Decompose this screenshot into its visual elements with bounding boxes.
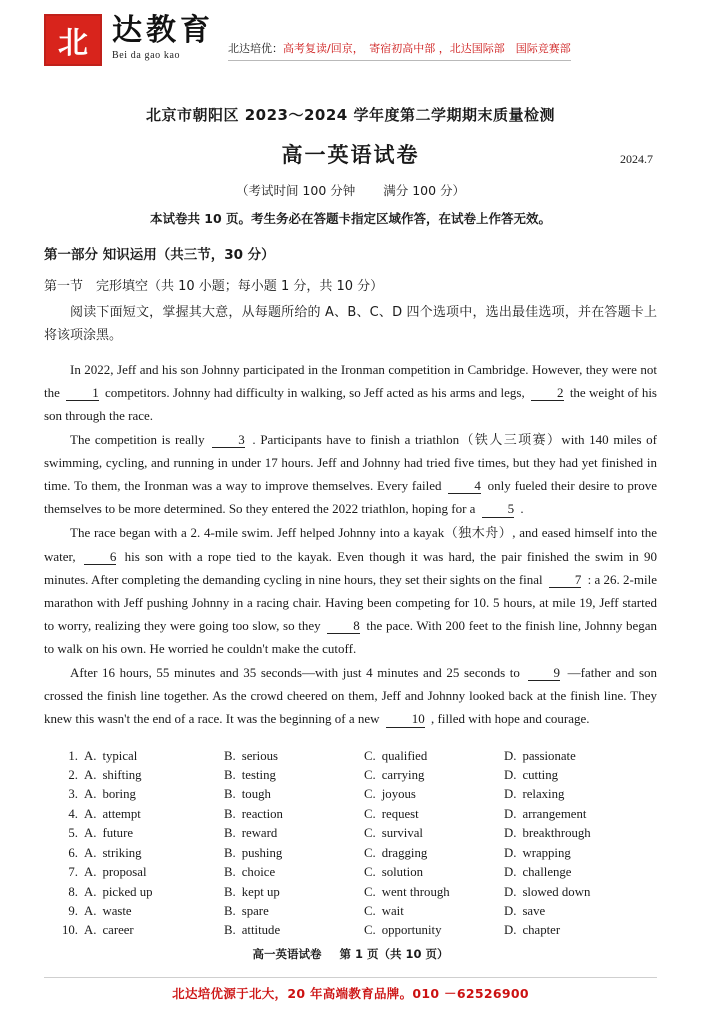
- option-d[interactable]: [504, 824, 644, 843]
- option-c[interactable]: [364, 863, 504, 882]
- header-tagline: [228, 14, 571, 61]
- option-a[interactable]: [84, 863, 224, 882]
- passage-text: the weight of his son through the race.: [44, 384, 657, 423]
- option-a-label: A.: [84, 806, 97, 821]
- option-a-text: waste: [102, 904, 132, 918]
- option-b[interactable]: [224, 824, 364, 843]
- option-a-text: proposal: [102, 865, 147, 880]
- option-d-text: breakthrough: [522, 826, 591, 841]
- option-b[interactable]: [224, 902, 364, 921]
- cloze-blank-4: 4: [448, 479, 481, 494]
- cloze-blank-8: 8: [327, 619, 360, 634]
- passage-text: the pace. With 200 feet to the finish line, Johnny began to walk on his own. He worried he couldn't make the cutoff.: [44, 617, 658, 656]
- option-a-label: A.: [84, 845, 97, 860]
- option-b-label: B.: [224, 845, 236, 860]
- option-a-label: A.: [84, 767, 97, 782]
- question-options-list: [44, 747, 657, 941]
- option-a-label: A.: [84, 748, 97, 763]
- cloze-blank-10: 10: [386, 712, 425, 727]
- option-c[interactable]: [364, 921, 504, 940]
- option-d[interactable]: [504, 844, 644, 863]
- exam-date: 2024.7: [620, 152, 653, 166]
- option-b-label: B.: [224, 787, 236, 802]
- option-d-text: cutting: [522, 767, 558, 782]
- question-number: 2.: [68, 767, 78, 782]
- exam-duration: （考试时间 100 分钟: [235, 183, 356, 198]
- option-d[interactable]: [504, 785, 644, 804]
- option-d-label: D.: [504, 904, 517, 918]
- question-number: 6.: [68, 845, 78, 860]
- option-d-label: D.: [504, 884, 517, 899]
- cloze-blank-2: 2: [531, 386, 564, 401]
- option-b-text: testing: [241, 767, 276, 782]
- option-a-label: A.: [84, 787, 97, 802]
- option-c-label: C.: [364, 748, 376, 763]
- passage-paragraph: [44, 428, 657, 521]
- brand-name-en: Bei da gao kao: [112, 50, 181, 61]
- passage-text: : a 26. 2-mile marathon with Jeff pushing Johnny in a racing chair. Having been competing for 10. 5 hours, at mile 19, Jeff started to worry, realizing they were going too slow, so they: [44, 571, 657, 633]
- cloze-blank-1: 1: [66, 386, 99, 401]
- option-c-text: survival: [381, 826, 423, 841]
- passage-paragraph: [44, 358, 657, 427]
- option-c-label: C.: [364, 923, 376, 938]
- option-b[interactable]: [224, 805, 364, 824]
- option-c[interactable]: [364, 844, 504, 863]
- cloze-blank-3: 3: [212, 433, 245, 448]
- option-b[interactable]: [224, 863, 364, 882]
- option-a-text: striking: [102, 845, 142, 860]
- question-row: [44, 902, 657, 921]
- option-c[interactable]: [364, 902, 504, 921]
- option-c-text: joyous: [381, 787, 416, 802]
- section-one-heading: 第一节 完形填空（共 10 小题；每小题 1 分，共 10 分）: [44, 279, 384, 294]
- option-d-text: wrapping: [522, 845, 571, 860]
- question-row: [44, 863, 657, 882]
- question-number: 9.: [68, 904, 78, 918]
- option-c-text: solution: [381, 865, 423, 880]
- option-d[interactable]: [504, 902, 644, 921]
- option-a-text: shifting: [102, 767, 142, 782]
- option-a-label: A.: [84, 826, 97, 841]
- option-a[interactable]: [84, 921, 224, 940]
- option-c-label: C.: [364, 787, 376, 802]
- page-footer: [0, 946, 701, 962]
- option-c[interactable]: [364, 766, 504, 785]
- question-row: [44, 766, 657, 785]
- option-b-text: reaction: [241, 806, 283, 821]
- option-d-label: D.: [504, 826, 517, 841]
- option-c-text: request: [381, 806, 419, 821]
- option-a[interactable]: [84, 883, 224, 902]
- passage-text: , filled with hope and courage.: [427, 711, 590, 727]
- option-a-text: picked up: [102, 884, 153, 899]
- page-title: 北京市朝阳区 2023～2024 学年度第二学期期末质量检测: [146, 106, 555, 124]
- option-c[interactable]: [364, 785, 504, 804]
- passage-paragraph: [44, 661, 657, 730]
- option-b-text: pushing: [241, 845, 283, 860]
- option-a-text: boring: [102, 787, 136, 802]
- question-row: [44, 747, 657, 766]
- question-row: [44, 785, 657, 804]
- option-b-text: kept up: [241, 884, 280, 899]
- option-a-text: attempt: [102, 806, 141, 821]
- option-d-label: D.: [504, 806, 517, 821]
- option-c-label: C.: [364, 904, 376, 918]
- option-d[interactable]: [504, 805, 644, 824]
- option-d[interactable]: [504, 883, 644, 902]
- bei-da-logo-mark: 北: [44, 14, 102, 66]
- option-c[interactable]: [364, 883, 504, 902]
- exam-meta: [44, 181, 657, 199]
- header-banner: [44, 0, 657, 78]
- option-c-text: dragging: [381, 845, 428, 860]
- question-row: [44, 844, 657, 863]
- footer-page-number: 第 1 页（共 10 页）: [339, 947, 449, 961]
- option-b[interactable]: [224, 766, 364, 785]
- option-c-label: C.: [364, 806, 376, 821]
- option-d-text: slowed down: [522, 884, 591, 899]
- question-number: 1.: [68, 748, 78, 763]
- passage-text: competitors. Johnny had difficulty in walking, so Jeff acted as his arms and legs,: [101, 384, 529, 400]
- exam-instruction-note: 本试卷共 10 页。考生务必在答题卡指定区域作答，在试卷上作答无效。: [149, 211, 552, 226]
- footer-doc-name: 高一英语试卷: [252, 947, 322, 961]
- tagline-prefix: 北达培优：: [228, 42, 283, 55]
- option-a-text: typical: [102, 748, 138, 763]
- option-a-text: career: [102, 923, 134, 938]
- exam-total-score: 满分 100 分）: [383, 183, 466, 198]
- question-number: 8.: [68, 884, 78, 899]
- option-b[interactable]: [224, 844, 364, 863]
- option-a-label: A.: [84, 865, 97, 880]
- option-c-label: C.: [364, 826, 376, 841]
- option-b-label: B.: [224, 904, 236, 918]
- question-number: 10.: [62, 923, 78, 938]
- option-d-label: D.: [504, 845, 517, 860]
- tagline-red: 高考复读/回京， 寄宿初高中部 ，北达国际部 国际竞赛部: [283, 42, 571, 55]
- option-d-text: challenge: [522, 865, 572, 880]
- option-a[interactable]: [84, 844, 224, 863]
- option-d-label: D.: [504, 748, 517, 763]
- option-b-text: reward: [241, 826, 278, 841]
- option-c[interactable]: [364, 824, 504, 843]
- option-a-label: A.: [84, 884, 97, 899]
- section-directions: 阅读下面短文，掌握其大意，从每题所给的 A、B、C、D 四个选项中，选出最佳选项，并在答题卡上将该项涂黑。: [44, 305, 657, 343]
- passage-text: After 16 hours, 55 minutes and 35 seconds—with just 4 minutes and 25 seconds to: [70, 665, 525, 681]
- option-d-label: D.: [504, 787, 517, 802]
- question-number: 3.: [68, 787, 78, 802]
- option-a[interactable]: [84, 902, 224, 921]
- question-row: [44, 805, 657, 824]
- option-c-text: opportunity: [381, 923, 442, 938]
- passage-text: .: [517, 501, 524, 517]
- brand-name: [112, 14, 214, 61]
- option-c-text: qualified: [381, 748, 428, 763]
- header-divider: [228, 60, 571, 61]
- option-b-label: B.: [224, 884, 236, 899]
- passage-text: The competition is really: [70, 431, 210, 447]
- option-c-text: wait: [381, 904, 404, 918]
- option-d-label: D.: [504, 767, 517, 782]
- cloze-blank-5: 5: [482, 502, 515, 517]
- option-c[interactable]: [364, 747, 504, 766]
- footer-divider: [44, 977, 657, 978]
- option-c-label: C.: [364, 767, 376, 782]
- option-b-label: B.: [224, 826, 236, 841]
- option-a[interactable]: [84, 766, 224, 785]
- cloze-blank-7: 7: [549, 573, 582, 588]
- question-row: [44, 921, 657, 940]
- option-d-text: passionate: [522, 748, 576, 763]
- option-d-text: arrangement: [522, 806, 587, 821]
- question-number: 4.: [68, 806, 78, 821]
- option-b-label: B.: [224, 748, 236, 763]
- passage-text: . Participants have to finish a triathlon（铁人三项赛）with 140 miles of swimming, cycling, and running in under 17 hours. Jeff and Johnny had tried five times, but they had yet finished in time. To them, the Ironman was a way to improve themselves. Every failed: [44, 431, 657, 494]
- option-c-text: carrying: [381, 767, 425, 782]
- option-d[interactable]: [504, 921, 644, 940]
- passage-text: only fueled their desire to prove themselves to be more determined. So they entered the 2022 triathlon, hoping for a: [44, 478, 657, 517]
- option-b-text: attitude: [241, 923, 281, 938]
- passage-text: his son with a rope tied to the kayak. Even though it was hard, the pair finished the swim in 90 minutes. After completing the demanding cycling in nine hours, they set their sights on the final: [44, 548, 657, 587]
- option-b[interactable]: [224, 785, 364, 804]
- cloze-passage: [44, 358, 657, 731]
- passage-paragraph: [44, 521, 657, 660]
- option-c-label: C.: [364, 865, 376, 880]
- option-c-label: C.: [364, 845, 376, 860]
- subtitle-row: [44, 139, 657, 169]
- option-b[interactable]: [224, 921, 364, 940]
- option-c-text: went through: [381, 884, 450, 899]
- question-number: 7.: [68, 865, 78, 880]
- option-b-label: B.: [224, 865, 236, 880]
- option-b-text: tough: [241, 787, 271, 802]
- passage-text: —father and son crossed the finish line together. As the crowd cheered on them, Jeff and Johnny looked back at the finish line. They knew this wasn't the end of a race. It was the beginning of a new: [44, 665, 658, 727]
- option-a-text: future: [102, 826, 134, 841]
- passage-text: In 2022, Jeff and his son Johnny participated in the Ironman competition in Cambridge. However, they were not the: [44, 361, 657, 400]
- option-b-label: B.: [224, 806, 236, 821]
- brand-name-cn: 达教育: [112, 13, 214, 48]
- option-b-text: serious: [241, 748, 279, 763]
- option-d[interactable]: [504, 766, 644, 785]
- option-b-text: choice: [241, 865, 276, 880]
- question-row: [44, 824, 657, 843]
- option-d-text: relaxing: [522, 787, 565, 802]
- option-a-label: A.: [84, 923, 97, 938]
- question-number: 5.: [68, 826, 78, 841]
- footer-advertisement: 北达培优源于北大，20 年高端教育品牌。010 －62526900: [172, 986, 529, 1001]
- option-a[interactable]: [84, 747, 224, 766]
- option-d[interactable]: [504, 747, 644, 766]
- option-d-text: save: [522, 904, 546, 918]
- option-b[interactable]: [224, 883, 364, 902]
- option-b-label: B.: [224, 923, 236, 938]
- option-b-label: B.: [224, 767, 236, 782]
- part-one-heading: 第一部分 知识运用（共三节，30 分）: [44, 247, 275, 263]
- option-d[interactable]: [504, 863, 644, 882]
- option-c-label: C.: [364, 884, 376, 899]
- option-b[interactable]: [224, 747, 364, 766]
- option-a-label: A.: [84, 904, 97, 918]
- option-a[interactable]: [84, 805, 224, 824]
- option-a[interactable]: [84, 824, 224, 843]
- cloze-blank-6: 6: [84, 550, 117, 565]
- option-c[interactable]: [364, 805, 504, 824]
- option-a[interactable]: [84, 785, 224, 804]
- question-row: [44, 883, 657, 902]
- option-d-label: D.: [504, 923, 517, 938]
- option-d-label: D.: [504, 865, 517, 880]
- passage-text: The race began with a 2. 4-mile swim. Jeff helped Johnny into a kayak（独木舟）, and eased himself into the water,: [44, 525, 657, 564]
- subject-title: 高一英语试卷: [281, 143, 420, 167]
- cloze-blank-9: 9: [528, 666, 561, 681]
- option-d-text: chapter: [522, 923, 561, 938]
- option-b-text: spare: [241, 904, 269, 918]
